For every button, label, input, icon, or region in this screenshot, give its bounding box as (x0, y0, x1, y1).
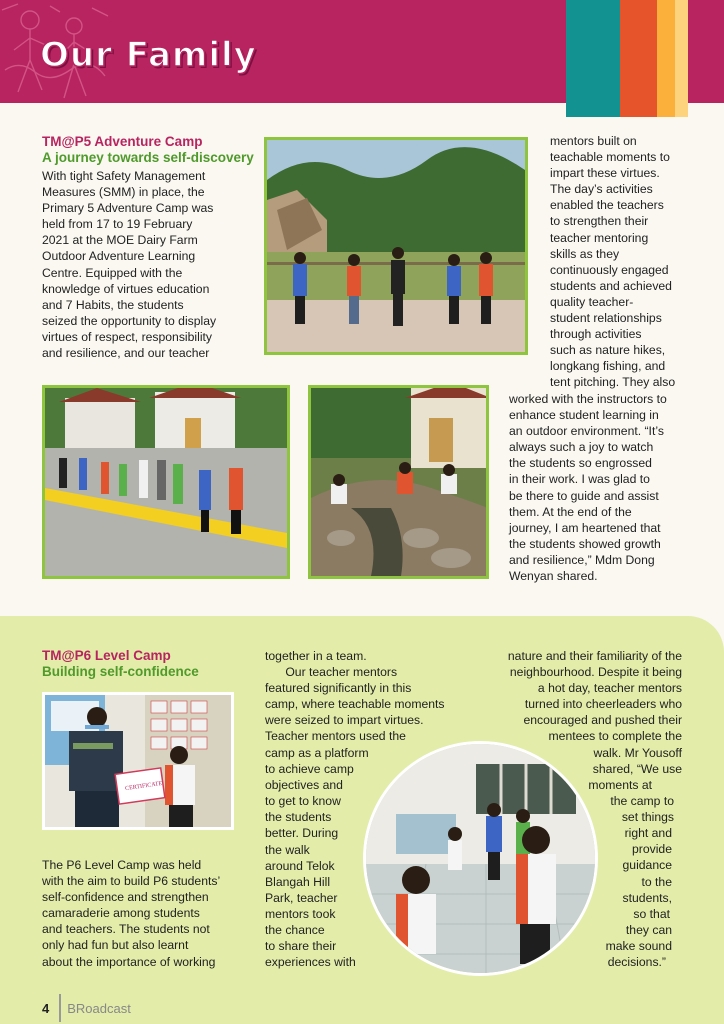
text-line: enabled the teachers (550, 198, 664, 213)
text-line: mentees to complete the (548, 729, 682, 744)
certificate-text: CERTIFICATE (124, 780, 163, 793)
section1-subtitle: A journey towards self-discovery (42, 150, 254, 165)
section2-col1-text (42, 857, 220, 970)
text-line: camaraderie among students (42, 906, 200, 921)
text-line: teachable moments to (550, 150, 670, 165)
text-line: nature and their familiarity of the (507, 649, 682, 663)
photo-circle-group-discussion (363, 741, 598, 976)
text-line: better. During (265, 826, 339, 841)
text-line: Primary 5 Adventure Camp was (42, 201, 214, 216)
photo-certificate-presentation (42, 692, 234, 830)
text-line: so that (633, 906, 670, 921)
text-line: and 7 Habits, the students (42, 297, 184, 312)
text-line: knowledge of virtues education (42, 281, 210, 296)
text-line: right and (624, 826, 672, 841)
text-line: quality teacher- (550, 294, 634, 309)
text-line: continuously engaged (550, 262, 669, 277)
photo-balance-beam (42, 385, 290, 579)
text-line: moments at (588, 778, 652, 792)
text-line: the walk (265, 842, 310, 857)
text-line: to share their (265, 939, 337, 954)
text-line: around Telok (265, 858, 335, 873)
text-line: to strengthen their (550, 214, 649, 229)
page-title: Our Family (40, 35, 257, 75)
text-line: in their work. I was glad to (509, 472, 650, 487)
text-line: Blangah Hill (265, 874, 331, 889)
text-line: featured significantly in this (265, 681, 412, 696)
text-line: provide (632, 842, 672, 857)
header-color-stripes (566, 0, 688, 117)
section1-title: TM@P5 Adventure Camp (42, 134, 203, 149)
text-line: students, (622, 890, 672, 905)
text-line: turned into cheerleaders who (524, 697, 682, 712)
text-line: the students so engrossed (509, 456, 652, 471)
text-line: Measures (SMM) in place, the (42, 185, 205, 200)
text-line: about the importance of working (42, 954, 216, 969)
text-line: such as nature hikes, (550, 343, 666, 358)
section1-col2-text-b (509, 391, 667, 584)
photo-group-by-lake (264, 137, 528, 355)
text-line: and resilience, and our teacher (42, 346, 210, 361)
text-line: were seized to impart virtues. (265, 713, 424, 728)
photo-longkang-fishing (308, 385, 489, 579)
page-number: 4 (42, 1000, 50, 1016)
text-line: The P6 Level Camp was held (42, 858, 202, 872)
text-line: to achieve camp (265, 762, 354, 777)
publication-name: BRoadcast (67, 1000, 131, 1016)
text-line: 2021 at the MOE Dairy Farm (42, 233, 198, 248)
text-line: together in a team. (265, 649, 367, 663)
section2-subtitle: Building self-confidence (42, 664, 199, 679)
text-line: worked with the instructors to (509, 392, 667, 406)
text-line: them. At the end of the (509, 504, 632, 519)
text-line: Centre. Equipped with the (42, 265, 183, 280)
text-line: a hot day, teacher mentors (537, 681, 682, 696)
text-line: students and achieved (550, 278, 672, 293)
text-line: the camp to (610, 794, 674, 809)
text-line: Teacher mentors used the (265, 729, 406, 744)
text-line: objectives and (265, 778, 343, 793)
text-line: and resilience,” Mdm Dong (509, 552, 655, 567)
text-line: shared, “We use (592, 761, 682, 776)
text-line: teacher mentoring (550, 230, 649, 245)
text-line: and teachers. The students not (42, 922, 210, 937)
section2-col2-text-b (265, 745, 369, 970)
section1-col1-text (42, 168, 216, 361)
stripe-teal (566, 0, 620, 117)
text-line: guidance (622, 858, 672, 873)
text-line: mentors took (265, 906, 336, 921)
section1-col2-text-a (550, 133, 675, 391)
text-line: tent pitching. They also (550, 375, 676, 390)
text-line: make sound (605, 938, 672, 953)
text-line: self-confidence and strengthen (42, 890, 209, 905)
text-line: only had fun but also learnt (42, 938, 189, 953)
text-line: encouraged and pushed their (523, 713, 682, 728)
page-footer (42, 994, 131, 1022)
text-line: set things (621, 810, 674, 825)
text-line: an outdoor environment. “It’s (509, 424, 664, 439)
text-line: student relationships (550, 311, 662, 326)
text-line: decisions.” (607, 955, 666, 970)
text-line: held from 17 to 19 February (42, 217, 193, 232)
text-line: impart these virtues. (550, 166, 660, 181)
text-line: camp, where teachable moments (265, 697, 445, 712)
text-line: seized the opportunity to display (42, 313, 217, 328)
text-line: with the aim to build P6 students’ (42, 874, 221, 889)
stripe-light-yellow (675, 0, 688, 117)
text-line: With tight Safety Management (42, 169, 206, 183)
stripe-orange (620, 0, 657, 117)
text-line: be there to guide and assist (509, 488, 659, 503)
text-line: Our teacher mentors (265, 665, 398, 680)
text-line: Wenyan shared. (509, 569, 598, 584)
text-line: walk. Mr Yousoff (593, 745, 682, 760)
text-line: Outdoor Adventure Learning (42, 249, 196, 264)
text-line: through activities (550, 327, 642, 342)
text-line: journey, I am heartened that (509, 520, 661, 535)
text-line: the students showed growth (509, 536, 661, 551)
text-line: The day’s activities (550, 182, 653, 197)
text-line: mentors built on (550, 134, 637, 148)
text-line: they can (625, 922, 672, 937)
text-line: neighbourhood. Despite it being (509, 665, 682, 680)
text-line: longkang fishing, and (550, 359, 666, 374)
section2-col2-text-a (265, 648, 445, 745)
text-line: Park, teacher (265, 890, 338, 905)
text-line: experiences with (265, 955, 356, 970)
text-line: to the (641, 874, 672, 889)
stripe-yellow (657, 0, 675, 117)
text-line: the chance (265, 923, 325, 938)
section2-title: TM@P6 Level Camp (42, 648, 171, 663)
text-line: always such a joy to watch (509, 440, 654, 455)
text-line: enhance student learning in (509, 408, 659, 423)
text-line: the students (265, 810, 332, 825)
text-line: to get to know (265, 794, 341, 809)
footer-divider (59, 994, 61, 1022)
text-line: camp as a platform (265, 746, 369, 760)
text-line: skills as they (550, 246, 620, 261)
text-line: virtues of respect, responsibility (42, 329, 213, 344)
